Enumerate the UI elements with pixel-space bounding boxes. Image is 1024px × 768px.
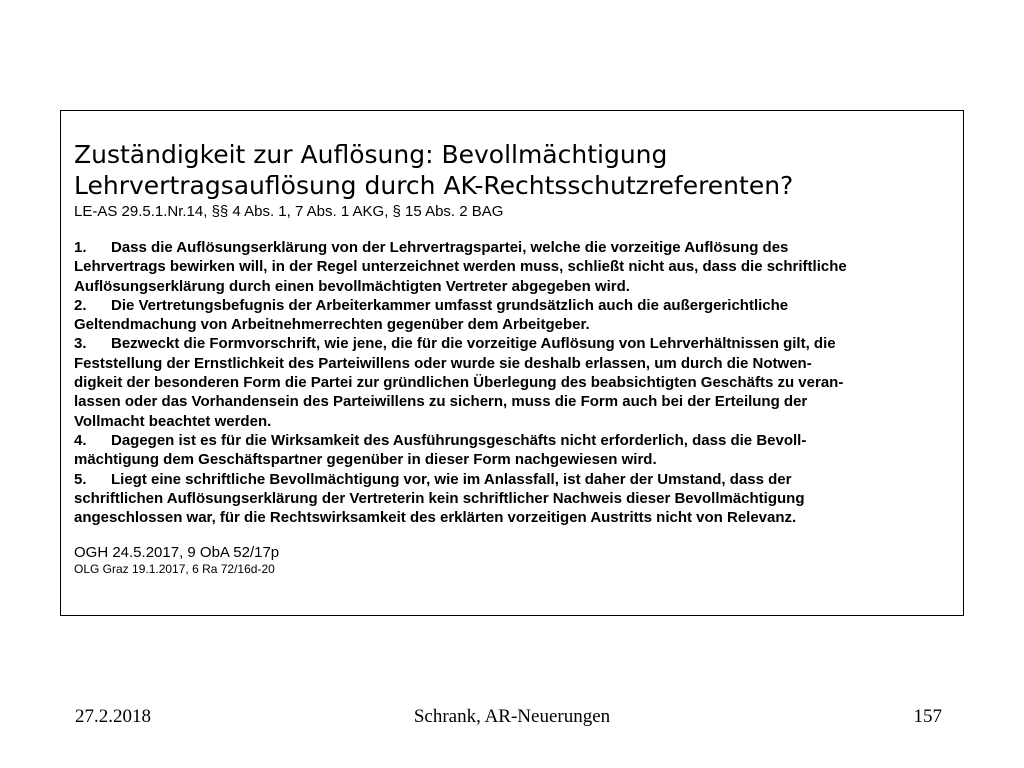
point-number: 4. bbox=[74, 431, 87, 449]
point-number: 1. bbox=[74, 239, 87, 256]
list-item bbox=[74, 238, 949, 296]
point-text-line: Die Vertretungsbefugnis der Arbeiterkammer umfasst grundsätzlich auch die außergerichtliche bbox=[111, 296, 789, 314]
point-text-line: angeschlossen war, für die Rechtswirksamkeit des erklärten vorzeitigen Austritts nicht von Relevanz. bbox=[74, 509, 797, 527]
footer-date: 27.2.2018 bbox=[75, 706, 151, 727]
point-text-line: digkeit der besonderen Form die Partei zur gründlichen Überlegung des beabsichtigten Geschäfts zu veran- bbox=[74, 374, 844, 392]
point-text-line: Lehrvertrags bewirken will, in der Regel unterzeichnet werden muss, schließt nicht aus, dass die schriftliche bbox=[74, 258, 847, 276]
point-text-line: Dagegen ist es für die Wirksamkeit des Ausführungsgeschäfts nicht erforderlich, dass die Bevoll- bbox=[111, 431, 807, 449]
footer-author: Schrank, AR-Neuerungen bbox=[413, 706, 611, 727]
list-item bbox=[74, 296, 949, 335]
point-text-line: schriftlichen Auflösungserklärung der Vertreterin kein schriftlicher Nachweis dieser Bevollmächtigung bbox=[74, 489, 805, 507]
point-text-line: Geltendmachung von Arbeitnehmerrechten gegenüber dem Arbeitgeber. bbox=[74, 316, 590, 334]
point-number: 3. bbox=[74, 335, 87, 353]
point-number: 2. bbox=[74, 296, 87, 314]
points-list bbox=[74, 238, 949, 527]
legal-reference: LE-AS 29.5.1.Nr.14, §§ 4 Abs. 1, 7 Abs. 1 AKG, § 15 Abs. 2 BAG bbox=[74, 203, 504, 220]
page-number: 157 bbox=[913, 706, 942, 727]
point-text-line: mächtigung dem Geschäftspartner gegenüber in dieser Form nachgewiesen wird. bbox=[74, 451, 657, 469]
citation-olg: OLG Graz 19.1.2017, 6 Ra 72/16d-20 bbox=[74, 562, 275, 577]
point-text-line: Vollmacht beachtet werden. bbox=[74, 412, 272, 430]
point-text-line: Feststellung der Ernstlichkeit des Parteiwillens oder wurde sie deshalb erlassen, um durch die Notwen- bbox=[74, 354, 812, 372]
citation-ogh: OGH 24.5.2017, 9 ObA 52/17p bbox=[74, 544, 280, 562]
point-text-line: Bezweckt die Formvorschrift, wie jene, die für die vorzeitige Auflösung von Lehrverhältnissen gilt, die bbox=[111, 335, 836, 353]
list-item bbox=[74, 334, 949, 430]
point-text-line: lassen oder das Vorhandensein des Parteiwillens zu sichern, muss die Form auch bei der Erteilung der bbox=[74, 393, 808, 411]
list-item bbox=[74, 470, 949, 528]
point-text-line: Dass die Auflösungserklärung von der Lehrvertragspartei, welche die vorzeitige Auflösung des bbox=[111, 239, 789, 256]
slide-title bbox=[74, 139, 949, 201]
citations bbox=[74, 543, 949, 577]
title-line-1: Zuständigkeit zur Auflösung: Bevollmächtigung bbox=[74, 140, 668, 169]
point-text-line: Auflösungserklärung durch einen bevollmächtigten Vertreter abgegeben wird. bbox=[74, 277, 630, 295]
title-line-2: Lehrvertragsauflösung durch AK-Rechtsschutzreferenten? bbox=[74, 171, 794, 200]
content-box bbox=[60, 110, 964, 616]
point-text-line: Liegt eine schriftliche Bevollmächtigung vor, wie im Anlassfall, ist daher der Umstand, dass der bbox=[111, 470, 792, 488]
point-number: 5. bbox=[74, 470, 87, 488]
list-item bbox=[74, 431, 949, 470]
